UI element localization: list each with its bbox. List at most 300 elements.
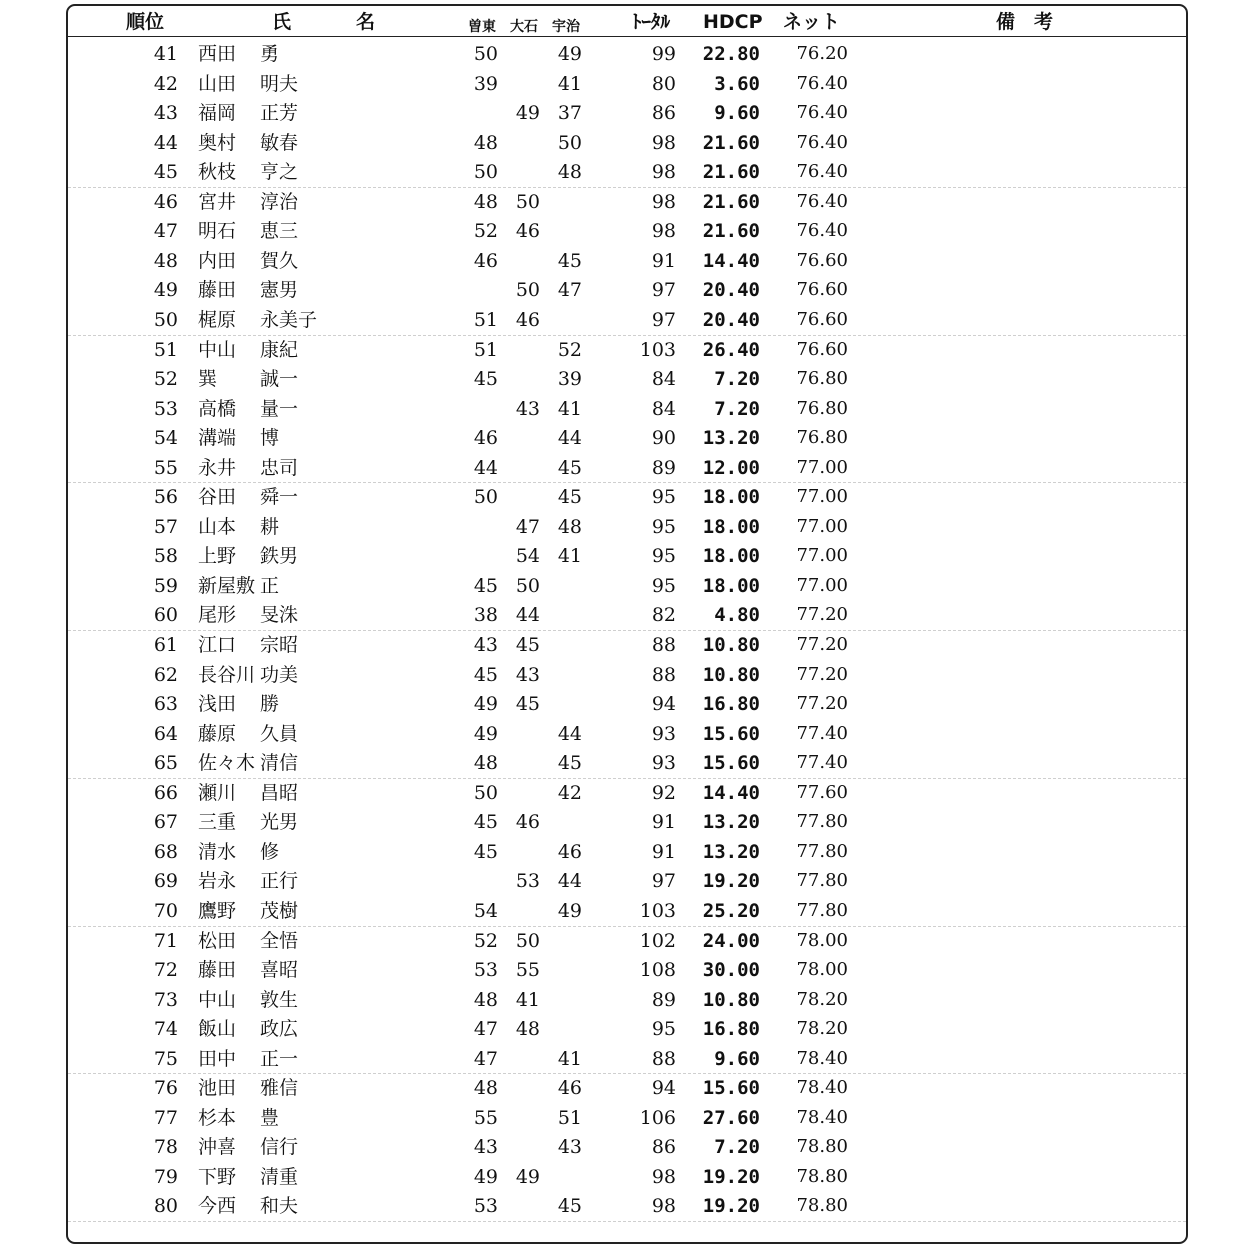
course-2-score: 50 xyxy=(515,929,540,952)
course-1-score: 45 xyxy=(473,368,498,391)
last-name-cell: 飯山 xyxy=(198,1018,237,1041)
course-1-score: 38 xyxy=(473,604,498,627)
table-row xyxy=(0,1044,1241,1074)
first-name-cell: 久員 xyxy=(260,722,299,745)
course-1-score: 39 xyxy=(473,72,498,95)
header-course-1: 曽東 xyxy=(468,19,496,35)
hdcp-value: 16.80 xyxy=(702,693,760,716)
last-name-cell: 内田 xyxy=(198,249,237,272)
table-row xyxy=(0,600,1241,630)
course-1-score: 47 xyxy=(473,1018,498,1041)
first-name-cell: 光男 xyxy=(260,811,299,834)
course-3-score: 46 xyxy=(557,840,582,863)
course-2-score: 45 xyxy=(515,693,540,716)
first-name-cell: 憲男 xyxy=(260,279,299,302)
table-row xyxy=(0,453,1241,483)
table-row xyxy=(0,955,1241,985)
last-name-cell: 明石 xyxy=(198,220,237,243)
net-score: 76.20 xyxy=(796,43,848,64)
total-score: 91 xyxy=(651,249,676,272)
rank-cell: 64 xyxy=(153,722,178,745)
header-divider xyxy=(66,36,1188,37)
hdcp-value: 20.40 xyxy=(702,279,760,302)
table-row xyxy=(0,541,1241,571)
net-score: 77.20 xyxy=(796,634,848,655)
net-score: 76.80 xyxy=(796,397,848,419)
hdcp-value: 21.60 xyxy=(702,131,760,154)
group-separator xyxy=(68,1221,1186,1222)
course-3-score: 45 xyxy=(557,486,582,509)
hdcp-value: 10.80 xyxy=(702,988,760,1011)
total-score: 103 xyxy=(639,899,676,922)
hdcp-value: 19.20 xyxy=(702,1195,760,1218)
first-name-cell: 正行 xyxy=(260,870,299,893)
table-row xyxy=(0,335,1241,365)
course-1-score: 48 xyxy=(473,190,498,213)
table-row xyxy=(0,364,1241,394)
rank-cell: 50 xyxy=(153,308,178,331)
course-3-score: 45 xyxy=(557,456,582,479)
course-1-score: 55 xyxy=(473,1106,498,1129)
last-name-cell: 谷田 xyxy=(198,486,237,509)
total-score: 86 xyxy=(651,1136,676,1159)
course-1-score: 48 xyxy=(473,752,498,775)
hdcp-value: 25.20 xyxy=(702,899,760,922)
last-name-cell: 山田 xyxy=(198,72,237,95)
first-name-cell: 永美子 xyxy=(260,308,318,331)
last-name-cell: 藤田 xyxy=(198,959,237,982)
course-2-score: 43 xyxy=(515,663,540,686)
net-score: 76.60 xyxy=(796,308,848,330)
hdcp-value: 18.00 xyxy=(702,574,760,597)
course-1-score: 48 xyxy=(473,988,498,1011)
course-2-score: 46 xyxy=(515,811,540,834)
net-score: 77.40 xyxy=(796,752,848,774)
course-2-score: 41 xyxy=(515,988,540,1011)
course-1-score: 46 xyxy=(473,249,498,272)
hdcp-value: 13.20 xyxy=(702,811,760,834)
hdcp-value: 15.60 xyxy=(702,1077,760,1100)
last-name-cell: 今西 xyxy=(198,1195,237,1218)
table-row xyxy=(0,1014,1241,1044)
table-row xyxy=(0,69,1241,99)
last-name-cell: 山本 xyxy=(198,515,237,538)
rank-cell: 41 xyxy=(153,43,178,65)
course-3-score: 41 xyxy=(557,397,582,420)
hdcp-value: 7.20 xyxy=(714,1136,760,1159)
total-score: 103 xyxy=(639,338,676,361)
hdcp-value: 27.60 xyxy=(702,1106,760,1129)
first-name-cell: 忠司 xyxy=(260,456,299,479)
total-score: 93 xyxy=(651,722,676,745)
last-name-cell: 秋枝 xyxy=(198,161,237,184)
net-score: 78.80 xyxy=(796,1136,848,1158)
total-score: 92 xyxy=(651,781,676,804)
course-2-score: 50 xyxy=(515,279,540,302)
course-3-score: 49 xyxy=(557,899,582,922)
header-name-2: 名 xyxy=(356,11,376,33)
rank-cell: 49 xyxy=(153,279,178,302)
net-score: 77.40 xyxy=(796,722,848,744)
hdcp-value: 19.20 xyxy=(702,870,760,893)
header-name-1: 氏 xyxy=(272,11,292,33)
rank-cell: 52 xyxy=(153,368,178,391)
hdcp-value: 21.60 xyxy=(702,220,760,243)
net-score: 77.00 xyxy=(796,456,848,478)
course-3-score: 42 xyxy=(557,781,582,804)
table-row xyxy=(0,926,1241,956)
last-name-cell: 梶原 xyxy=(198,308,237,331)
rank-cell: 67 xyxy=(153,811,178,834)
table-row xyxy=(0,98,1241,128)
last-name-cell: 沖喜 xyxy=(198,1136,237,1159)
hdcp-value: 12.00 xyxy=(702,456,760,479)
course-2-score: 50 xyxy=(515,574,540,597)
course-1-score: 49 xyxy=(473,722,498,745)
rank-cell: 53 xyxy=(153,397,178,420)
course-2-score: 49 xyxy=(515,1165,540,1188)
course-1-score: 49 xyxy=(473,1165,498,1188)
first-name-cell: 明夫 xyxy=(260,72,299,95)
total-score: 93 xyxy=(651,752,676,775)
hdcp-value: 15.60 xyxy=(702,752,760,775)
last-name-cell: 中山 xyxy=(198,338,237,361)
net-score: 76.60 xyxy=(796,338,848,360)
rank-cell: 71 xyxy=(153,929,178,952)
net-score: 78.00 xyxy=(796,929,848,951)
hdcp-value: 21.60 xyxy=(702,161,760,184)
table-row xyxy=(0,157,1241,187)
first-name-cell: 雅信 xyxy=(260,1077,299,1100)
table-row xyxy=(0,187,1241,217)
course-3-score: 43 xyxy=(557,1136,582,1159)
rank-cell: 66 xyxy=(153,781,178,804)
last-name-cell: 中山 xyxy=(198,988,237,1011)
net-score: 76.60 xyxy=(796,279,848,301)
hdcp-value: 18.00 xyxy=(702,545,760,568)
rank-cell: 60 xyxy=(153,604,178,627)
last-name-cell: 奥村 xyxy=(198,131,237,154)
course-2-score: 47 xyxy=(515,515,540,538)
course-3-score: 52 xyxy=(557,338,582,361)
header-total: ﾄｰﾀﾙ xyxy=(632,11,671,33)
course-1-score: 43 xyxy=(473,1136,498,1159)
course-1-score: 50 xyxy=(473,43,498,65)
total-score: 89 xyxy=(651,456,676,479)
last-name-cell: 藤田 xyxy=(198,279,237,302)
net-score: 78.80 xyxy=(796,1165,848,1187)
table-row xyxy=(0,128,1241,158)
table-row xyxy=(0,1073,1241,1103)
total-score: 94 xyxy=(651,1077,676,1100)
table-row xyxy=(0,1103,1241,1133)
first-name-cell: 耕 xyxy=(260,515,280,538)
total-score: 80 xyxy=(651,72,676,95)
rank-cell: 76 xyxy=(153,1077,178,1100)
total-score: 90 xyxy=(651,427,676,450)
first-name-cell: 清重 xyxy=(260,1165,299,1188)
hdcp-value: 18.00 xyxy=(702,486,760,509)
total-score: 88 xyxy=(651,634,676,656)
net-score: 76.40 xyxy=(796,190,848,212)
course-2-score: 54 xyxy=(515,545,540,568)
net-score: 77.00 xyxy=(796,486,848,508)
last-name-cell: 岩永 xyxy=(198,870,237,893)
table-row xyxy=(0,1191,1241,1221)
table-row xyxy=(0,216,1241,246)
header-rank: 順位 xyxy=(126,11,165,33)
hdcp-value: 10.80 xyxy=(702,634,760,656)
rank-cell: 77 xyxy=(153,1106,178,1129)
course-3-score: 45 xyxy=(557,1195,582,1218)
first-name-cell: 全悟 xyxy=(260,929,299,952)
rank-cell: 80 xyxy=(153,1195,178,1218)
course-3-score: 48 xyxy=(557,515,582,538)
last-name-cell: 尾形 xyxy=(198,604,237,627)
course-1-score: 45 xyxy=(473,811,498,834)
last-name-cell: 高橋 xyxy=(198,397,237,420)
first-name-cell: 宗昭 xyxy=(260,634,299,656)
table-row xyxy=(0,482,1241,512)
first-name-cell: 康紀 xyxy=(260,338,299,361)
total-score: 89 xyxy=(651,988,676,1011)
course-1-score: 45 xyxy=(473,663,498,686)
last-name-cell: 溝端 xyxy=(198,427,237,450)
first-name-cell: 正 xyxy=(260,574,280,597)
net-score: 77.60 xyxy=(796,781,848,803)
course-2-score: 45 xyxy=(515,634,540,656)
table-row xyxy=(0,837,1241,867)
hdcp-value: 20.40 xyxy=(702,308,760,331)
net-score: 76.40 xyxy=(796,161,848,183)
hdcp-value: 13.20 xyxy=(702,427,760,450)
course-3-score: 39 xyxy=(557,368,582,391)
net-score: 78.20 xyxy=(796,988,848,1010)
course-1-score: 50 xyxy=(473,161,498,184)
course-2-score: 49 xyxy=(515,102,540,125)
net-score: 77.20 xyxy=(796,604,848,626)
course-2-score: 50 xyxy=(515,190,540,213)
table-row xyxy=(0,748,1241,778)
last-name-cell: 池田 xyxy=(198,1077,237,1100)
table-row xyxy=(0,866,1241,896)
first-name-cell: 鉄男 xyxy=(260,545,299,568)
course-2-score: 44 xyxy=(515,604,540,627)
first-name-cell: 勝 xyxy=(260,693,280,716)
table-row xyxy=(0,719,1241,749)
rank-cell: 68 xyxy=(153,840,178,863)
course-3-score: 44 xyxy=(557,870,582,893)
first-name-cell: 正一 xyxy=(260,1047,299,1070)
total-score: 91 xyxy=(651,840,676,863)
total-score: 98 xyxy=(651,190,676,213)
total-score: 86 xyxy=(651,102,676,125)
net-score: 78.00 xyxy=(796,959,848,981)
last-name-cell: 鷹野 xyxy=(198,899,237,922)
hdcp-value: 30.00 xyxy=(702,959,760,982)
rank-cell: 70 xyxy=(153,899,178,922)
first-name-cell: 敦生 xyxy=(260,988,299,1011)
course-3-score: 41 xyxy=(557,1047,582,1070)
total-score: 97 xyxy=(651,308,676,331)
course-1-score: 53 xyxy=(473,959,498,982)
first-name-cell: 茂樹 xyxy=(260,899,299,922)
net-score: 78.40 xyxy=(796,1047,848,1069)
rank-cell: 51 xyxy=(153,338,178,361)
total-score: 97 xyxy=(651,279,676,302)
net-score: 77.00 xyxy=(796,574,848,596)
rank-cell: 62 xyxy=(153,663,178,686)
rank-cell: 56 xyxy=(153,486,178,509)
rank-cell: 74 xyxy=(153,1018,178,1041)
course-1-score: 49 xyxy=(473,693,498,716)
rank-cell: 79 xyxy=(153,1165,178,1188)
first-name-cell: 博 xyxy=(260,427,280,450)
header-net: ネット xyxy=(783,11,841,33)
table-row xyxy=(0,423,1241,453)
course-1-score: 50 xyxy=(473,486,498,509)
first-name-cell: 喜昭 xyxy=(260,959,299,982)
last-name-cell: 松田 xyxy=(198,929,237,952)
first-name-cell: 賀久 xyxy=(260,249,299,272)
rank-cell: 43 xyxy=(153,102,178,125)
first-name-cell: 舜一 xyxy=(260,486,299,509)
last-name-cell: 長谷川 xyxy=(198,663,256,686)
first-name-cell: 政広 xyxy=(260,1018,299,1041)
first-name-cell: 功美 xyxy=(260,663,299,686)
last-name-cell: 藤原 xyxy=(198,722,237,745)
rank-cell: 73 xyxy=(153,988,178,1011)
net-score: 77.00 xyxy=(796,545,848,567)
first-name-cell: 修 xyxy=(260,840,280,863)
table-row xyxy=(0,896,1241,926)
first-name-cell: 旻洙 xyxy=(260,604,299,627)
last-name-cell: 清水 xyxy=(198,840,237,863)
course-2-score: 43 xyxy=(515,397,540,420)
total-score: 102 xyxy=(639,929,676,952)
rank-cell: 59 xyxy=(153,574,178,597)
rank-cell: 42 xyxy=(153,72,178,95)
hdcp-value: 4.80 xyxy=(714,604,760,627)
last-name-cell: 下野 xyxy=(198,1165,237,1188)
table-row xyxy=(0,394,1241,424)
rank-cell: 54 xyxy=(153,427,178,450)
net-score: 78.20 xyxy=(796,1018,848,1040)
rank-cell: 57 xyxy=(153,515,178,538)
rank-cell: 69 xyxy=(153,870,178,893)
total-score: 95 xyxy=(651,574,676,597)
last-name-cell: 杉本 xyxy=(198,1106,237,1129)
total-score: 82 xyxy=(651,604,676,627)
hdcp-value: 14.40 xyxy=(702,249,760,272)
net-score: 77.80 xyxy=(796,870,848,892)
total-score: 84 xyxy=(651,368,676,391)
header-course-2: 大石 xyxy=(510,19,538,35)
hdcp-value: 19.20 xyxy=(702,1165,760,1188)
last-name-cell: 上野 xyxy=(198,545,237,568)
last-name-cell: 永井 xyxy=(198,456,237,479)
rank-cell: 48 xyxy=(153,249,178,272)
net-score: 76.40 xyxy=(796,220,848,242)
course-3-score: 44 xyxy=(557,427,582,450)
last-name-cell: 宮井 xyxy=(198,190,237,213)
net-score: 77.20 xyxy=(796,693,848,715)
course-1-score: 43 xyxy=(473,634,498,656)
course-1-score: 51 xyxy=(473,308,498,331)
total-score: 98 xyxy=(651,131,676,154)
total-score: 99 xyxy=(651,43,676,65)
course-3-score: 50 xyxy=(557,131,582,154)
total-score: 98 xyxy=(651,161,676,184)
first-name-cell: 豊 xyxy=(260,1106,280,1129)
hdcp-value: 18.00 xyxy=(702,515,760,538)
table-header xyxy=(0,0,1241,36)
rank-cell: 61 xyxy=(153,634,178,656)
course-2-score: 48 xyxy=(515,1018,540,1041)
table-row xyxy=(0,39,1241,69)
total-score: 88 xyxy=(651,663,676,686)
total-score: 94 xyxy=(651,693,676,716)
last-name-cell: 田中 xyxy=(198,1047,237,1070)
rank-cell: 46 xyxy=(153,190,178,213)
course-3-score: 41 xyxy=(557,72,582,95)
course-1-score: 54 xyxy=(473,899,498,922)
table-row xyxy=(0,1162,1241,1192)
rank-cell: 75 xyxy=(153,1047,178,1070)
last-name-cell: 瀬川 xyxy=(198,781,237,804)
last-name-cell: 佐々木 xyxy=(198,752,256,775)
net-score: 76.40 xyxy=(796,131,848,153)
course-1-score: 53 xyxy=(473,1195,498,1218)
course-3-score: 47 xyxy=(557,279,582,302)
rank-cell: 47 xyxy=(153,220,178,243)
net-score: 78.80 xyxy=(796,1195,848,1217)
hdcp-value: 15.60 xyxy=(702,722,760,745)
total-score: 91 xyxy=(651,811,676,834)
course-3-score: 44 xyxy=(557,722,582,745)
hdcp-value: 22.80 xyxy=(702,43,760,65)
hdcp-value: 3.60 xyxy=(714,72,760,95)
header-course-3: 宇治 xyxy=(552,19,580,35)
course-1-score: 45 xyxy=(473,840,498,863)
hdcp-value: 13.20 xyxy=(702,840,760,863)
table-row xyxy=(0,660,1241,690)
hdcp-value: 7.20 xyxy=(714,368,760,391)
rank-cell: 72 xyxy=(153,959,178,982)
total-score: 95 xyxy=(651,486,676,509)
table-row xyxy=(0,689,1241,719)
table-row xyxy=(0,571,1241,601)
first-name-cell: 亨之 xyxy=(260,161,299,184)
table-row xyxy=(0,985,1241,1015)
table-row xyxy=(0,630,1241,660)
net-score: 76.60 xyxy=(796,249,848,271)
total-score: 98 xyxy=(651,1195,676,1218)
table-row xyxy=(0,275,1241,305)
table-row xyxy=(0,778,1241,808)
last-name-cell: 西田 xyxy=(198,43,237,65)
net-score: 77.00 xyxy=(796,515,848,537)
course-1-score: 45 xyxy=(473,574,498,597)
table-row xyxy=(0,305,1241,335)
first-name-cell: 敏春 xyxy=(260,131,299,154)
first-name-cell: 誠一 xyxy=(260,368,299,391)
rank-cell: 45 xyxy=(153,161,178,184)
total-score: 88 xyxy=(651,1047,676,1070)
course-1-score: 46 xyxy=(473,427,498,450)
total-score: 106 xyxy=(639,1106,676,1129)
hdcp-value: 21.60 xyxy=(702,190,760,213)
